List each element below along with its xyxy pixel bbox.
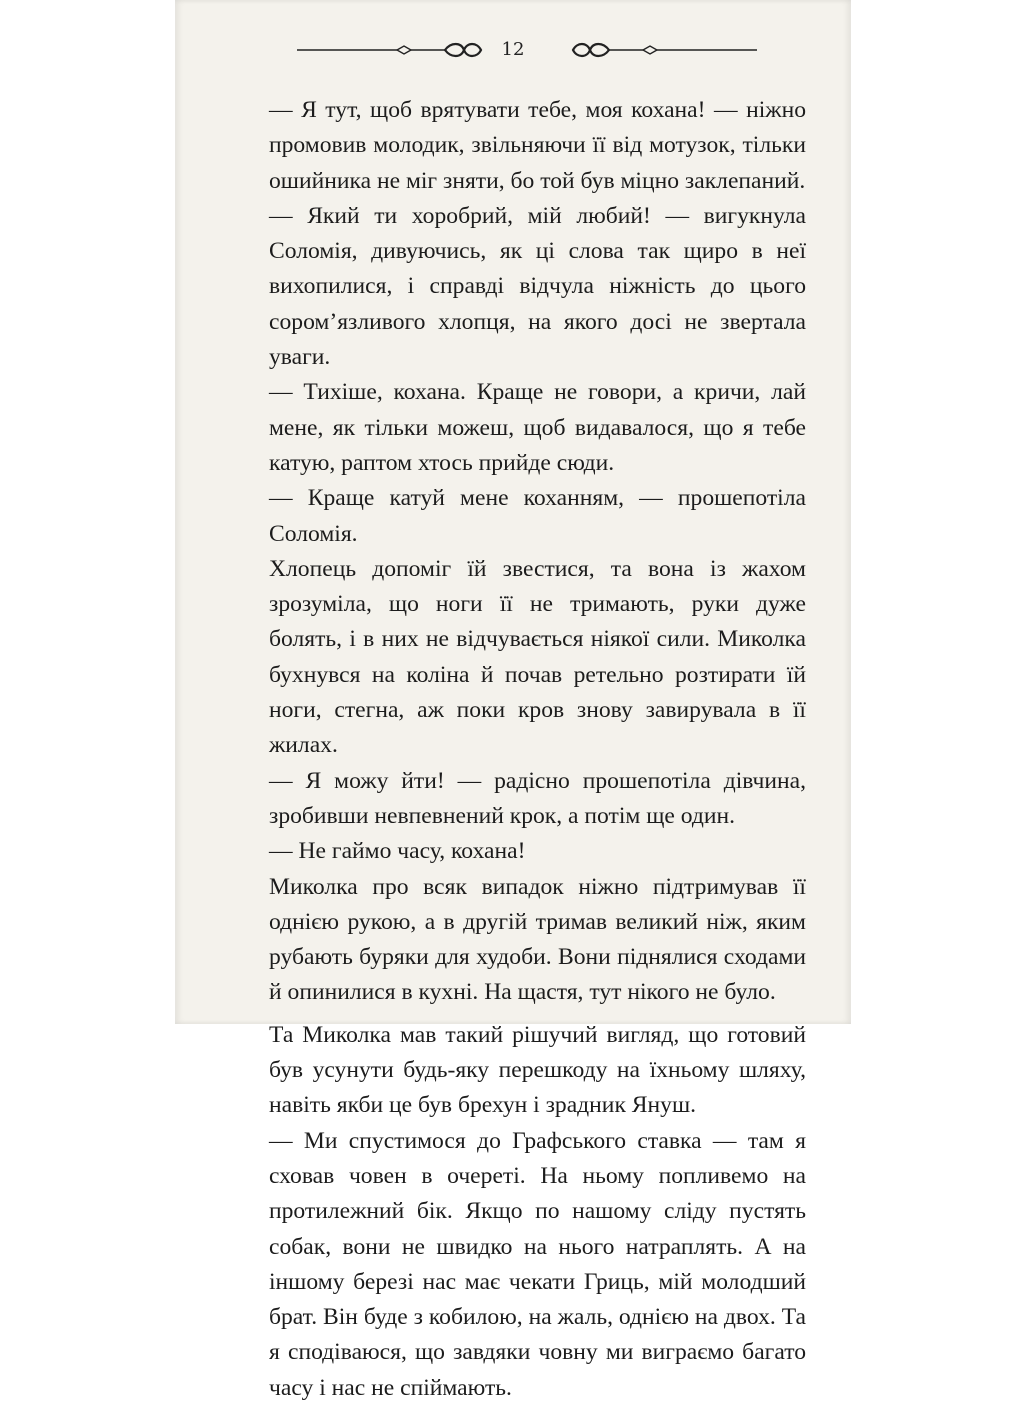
paragraph: — Я тут, щоб врятувати тебе, моя кохана! — ніжно промовив молодик, звільняючи її від мотузок, тільки ошийника не міг зняти, бо той був міцно заклепаний. — [269, 97, 806, 194]
page-number: 12 — [501, 39, 525, 60]
paragraph: Миколка про всяк випадок ніжно підтримував її однією рукою, а в другій тримав великий ніж, яким рубають буряки для худоби. Вони піднялися сходами й опинилися в кухні. На щастя, тут нікого не було. — [269, 873, 806, 1006]
page-header — [175, 34, 851, 66]
body-text — [269, 93, 806, 1406]
paragraph: — Тихіше, кохана. Краще не говори, а кричи, лай мене, як тільки можеш, щоб видавалося, що я тебе катую, раптом хтось прийде сюди. — [269, 379, 806, 476]
paragraph: — Який ти хоробрий, мій любий! — вигукнула Соломія, дивуючись, як ці слова так щиро в неї вихопилися, і справді відчула ніжність до цього сором’язливого хлопця, на якого досі не звертала уваги. — [269, 202, 806, 371]
left-ornament-icon — [297, 34, 487, 66]
paragraph: — Я можу йти! — радісно прошепотіла дівчина, зробивши невпевнений крок, а потім ще один. — [269, 767, 806, 829]
right-ornament-icon — [567, 34, 757, 66]
paragraph: — Не гаймо часу, кохана! — [269, 838, 526, 865]
paragraph: Та Миколка мав такий рішучий вигляд, що готовий був усунути будь-яку перешкоду на їхньому шляху, навіть якби це був брехун і зрадник Януш. — [269, 1021, 806, 1119]
book-page — [175, 0, 851, 1401]
paragraph: — Краще катуй мене коханням, — прошепотіла Соломія. — [269, 485, 806, 547]
paragraph: Хлопець допоміг їй звестися, та вона із жахом зрозуміла, що ноги її не тримають, руки дуже болять, і в них не відчувається ніякої сили. Миколка бухнувся на коліна й почав ретельно розтирати їй ноги, стегна, аж поки кров знову завирувала в її жилах. — [269, 555, 806, 759]
paragraph: — Ми спустимося до Графського ставка — там я сховав човен в очереті. На ньому попливемо на протилежний бік. Якщо по нашому сліду пустять собак, вони не швидко на нього натраплять. А на іншому березі нас має чекати Гриць, мій молодший брат. Він буде з кобилою, на жаль, однією на двох. Та я сподіваюся, що завдяки човну ми виграємо багато часу і нас не спіймають. — [269, 1127, 806, 1401]
